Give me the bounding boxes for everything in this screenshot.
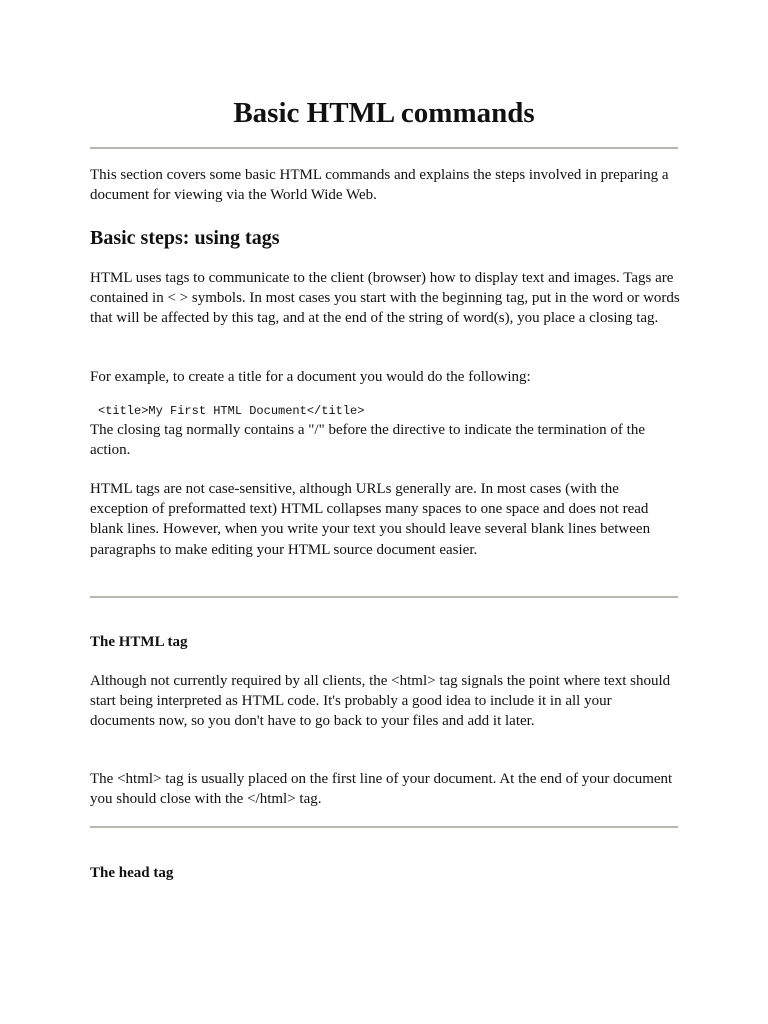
- paragraph-html-tag-purpose: Although not currently required by all clients, the <html> tag signals the point where text should start being interpreted as HTML code. It's probably a good idea to include it in all your documents now, so you don't have to go back to your files and add it later.: [90, 673, 671, 730]
- divider-title: [90, 147, 678, 149]
- page-title: Basic HTML commands: [233, 97, 535, 129]
- paragraph-closing-tag: The closing tag normally contains a "/" before the directive to indicate the termination of the action.: [90, 422, 645, 459]
- paragraph-tags-explanation: HTML uses tags to communicate to the client (browser) how to display text and images. Tags are contained in < > symbols. In most cases you start with the beginning tag, put in the word or words that will be affected by this tag, and at the end of the string of word(s), you place a closing tag.: [90, 270, 680, 327]
- divider-section-1: [90, 596, 678, 598]
- divider-section-2: [90, 826, 678, 828]
- paragraph-html-tag-placement: The <html> tag is usually placed on the first line of your document. At the end of your document you should close with the </html> tag.: [90, 771, 673, 808]
- code-example: <title>My First HTML Document</title>: [98, 404, 365, 418]
- intro-paragraph: This section covers some basic HTML commands and explains the steps involved in preparing a document for viewing via the World Wide Web.: [90, 167, 669, 204]
- section-heading-basic-steps: Basic steps: using tags: [90, 227, 280, 249]
- section-heading-html-tag: The HTML tag: [90, 634, 188, 650]
- paragraph-example-intro: For example, to create a title for a document you would do the following:: [90, 369, 531, 385]
- section-heading-head-tag: The head tag: [90, 865, 174, 881]
- paragraph-case-sensitivity: HTML tags are not case-sensitive, although URLs generally are. In most cases (with the exception of preformatted text) HTML collapses many spaces to one space and does not read blank lines. However, when you write your text you should leave several blank lines between paragraphs to make editing your HTML source document easier.: [90, 481, 651, 558]
